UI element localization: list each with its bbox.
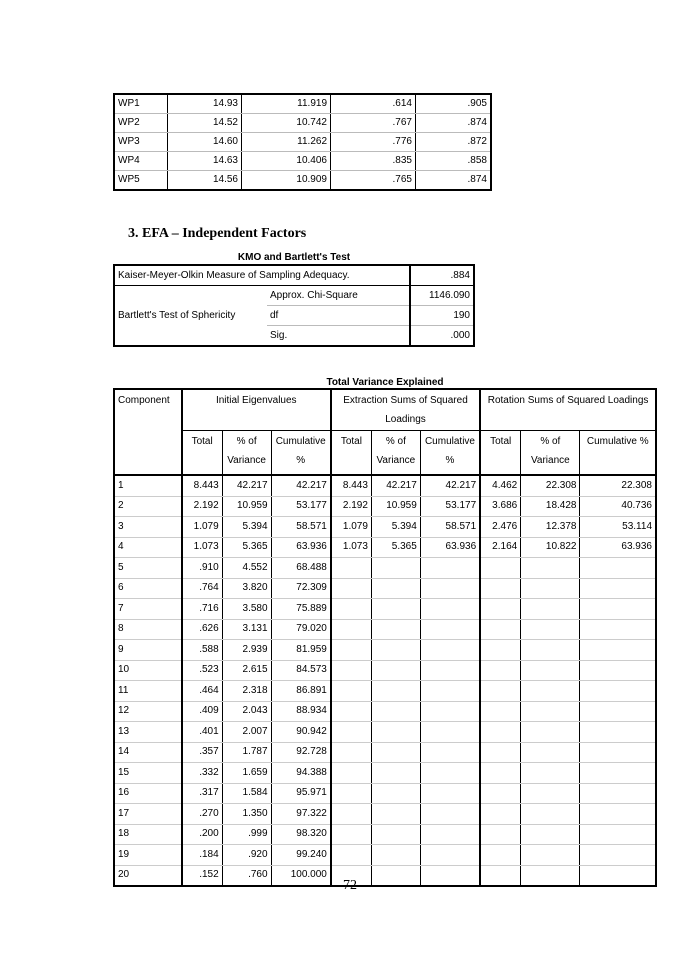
table-cell: 63.936 (271, 537, 331, 558)
table-cell: .835 (331, 152, 416, 171)
table-cell (580, 681, 656, 702)
kmo-label: Kaiser-Meyer-Olkin Measure of Sampling Adequacy. (114, 265, 410, 286)
table-cell: 90.942 (271, 722, 331, 743)
table-cell (420, 660, 480, 681)
table-row (114, 171, 491, 191)
table-cell (580, 742, 656, 763)
table-cell (420, 722, 480, 743)
table-cell: 22.308 (521, 475, 580, 496)
table-cell: .874 (416, 114, 492, 133)
table-cell: 14.93 (168, 94, 242, 114)
table-cell: .401 (182, 722, 223, 743)
table-row (114, 537, 656, 558)
table-cell: .152 (182, 865, 223, 886)
table-cell (331, 701, 372, 722)
table-cell: 10.959 (222, 496, 271, 517)
table-cell: .999 (222, 824, 271, 845)
table-cell: 58.571 (420, 517, 480, 538)
table-cell: 53.177 (271, 496, 331, 517)
table-cell (580, 660, 656, 681)
table-cell: 20 (118, 869, 130, 881)
table-cell (480, 681, 521, 702)
table-cell: 98.320 (271, 824, 331, 845)
table-cell: 3 (114, 517, 182, 538)
table-cell: 10.406 (242, 152, 331, 171)
table-row (114, 94, 491, 114)
table-cell: 17 (114, 804, 182, 825)
table-row (114, 496, 656, 517)
table-cell (331, 660, 372, 681)
bartlett-label: Bartlett's Test of Sphericity (118, 309, 236, 321)
table-row (114, 701, 656, 722)
page-number: 72 (343, 878, 357, 893)
table-cell: 8.443 (331, 475, 372, 496)
extraction-pct-header: % of Variance (371, 431, 420, 476)
extraction-cumulative-header: Cumulative % (420, 431, 480, 476)
table-row (114, 133, 491, 152)
table-cell (331, 722, 372, 743)
table-cell (580, 640, 656, 661)
table-cell (331, 681, 372, 702)
table-cell: 8.443 (182, 475, 223, 496)
table-cell: 42.217 (271, 475, 331, 496)
reliability-table (113, 93, 492, 191)
table-cell (331, 783, 372, 804)
table-cell (480, 660, 521, 681)
table-cell: 58.571 (271, 517, 331, 538)
table-row (114, 558, 656, 579)
rotation-header: Rotation Sums of Squared Loadings (480, 389, 656, 431)
table-cell: 11.919 (242, 94, 331, 114)
section-heading: 3. EFA – Independent Factors (128, 226, 307, 241)
table-cell: WP4 (114, 152, 168, 171)
table-cell (331, 578, 372, 599)
initial-total-header: Total (182, 431, 223, 476)
table-cell (371, 742, 420, 763)
sig-label: Sig. (270, 329, 288, 341)
table-cell (580, 783, 656, 804)
table-row (114, 722, 656, 743)
reliability-table-body (114, 94, 491, 190)
table-cell: 16 (114, 783, 182, 804)
table-cell (521, 640, 580, 661)
component-header: Component (114, 389, 182, 475)
variance-table-title: Total Variance Explained (326, 377, 444, 388)
table-cell: 5.394 (371, 517, 420, 538)
table-cell: 2.164 (480, 537, 521, 558)
table-cell: 3.820 (222, 578, 271, 599)
table-cell (480, 558, 521, 579)
table-cell: 5.365 (371, 537, 420, 558)
table-cell: 1.073 (182, 537, 223, 558)
table-cell: .858 (416, 152, 492, 171)
table-cell (521, 804, 580, 825)
table-cell: 6 (114, 578, 182, 599)
table-cell: 5.365 (222, 537, 271, 558)
table-cell: 14.56 (168, 171, 242, 191)
table-row (114, 640, 656, 661)
table-cell (420, 845, 480, 866)
table-cell: 9 (114, 640, 182, 661)
table-cell: 14.52 (168, 114, 242, 133)
table-cell (331, 619, 372, 640)
table-cell (331, 845, 372, 866)
table-cell: 63.936 (420, 537, 480, 558)
table-cell: .588 (182, 640, 223, 661)
table-cell: .332 (182, 763, 223, 784)
table-cell: 8 (114, 619, 182, 640)
table-cell (420, 599, 480, 620)
table-cell (480, 742, 521, 763)
table-cell (420, 640, 480, 661)
table-cell: 2 (114, 496, 182, 517)
table-cell (420, 701, 480, 722)
table-cell: 14 (114, 742, 182, 763)
table-cell: 99.240 (271, 845, 331, 866)
table-cell: .905 (416, 94, 492, 114)
table-row (114, 599, 656, 620)
table-cell: 1.079 (182, 517, 223, 538)
kmo-value: .884 (410, 265, 474, 286)
table-cell (331, 599, 372, 620)
table-cell: .765 (331, 171, 416, 191)
table-cell (580, 558, 656, 579)
rotation-cumulative-header: Cumulative % (580, 431, 656, 476)
table-row (114, 681, 656, 702)
table-cell (521, 742, 580, 763)
table-cell: .760 (222, 865, 271, 886)
table-cell (521, 599, 580, 620)
table-cell: .920 (222, 845, 271, 866)
table-cell: 84.573 (271, 660, 331, 681)
initial-pct-header: % of Variance (222, 431, 271, 476)
rotation-total-header: Total (480, 431, 521, 476)
table-cell (480, 722, 521, 743)
table-cell: 7 (114, 599, 182, 620)
table-cell (480, 824, 521, 845)
table-cell: 14.60 (168, 133, 242, 152)
table-row (114, 475, 656, 496)
table-cell: 92.728 (271, 742, 331, 763)
table-cell (480, 845, 521, 866)
table-cell: 2.192 (182, 496, 223, 517)
table-cell: 4 (114, 537, 182, 558)
table-cell (331, 640, 372, 661)
table-cell (480, 599, 521, 620)
table-cell (371, 599, 420, 620)
table-cell (420, 558, 480, 579)
table-cell: 1 (114, 475, 182, 496)
table-cell: WP2 (114, 114, 168, 133)
table-cell: 12 (114, 701, 182, 722)
table-cell (371, 640, 420, 661)
table-cell: 10.822 (521, 537, 580, 558)
table-cell: 40.736 (580, 496, 656, 517)
table-cell: 11 (114, 681, 182, 702)
sig-value: .000 (410, 326, 474, 347)
table-cell: 15 (114, 763, 182, 784)
table-cell: .716 (182, 599, 223, 620)
table-cell (480, 578, 521, 599)
initial-cumulative-header: Cumulative % (271, 431, 331, 476)
table-cell: .464 (182, 681, 223, 702)
table-cell: .872 (416, 133, 492, 152)
table-cell: 2.939 (222, 640, 271, 661)
table-cell (371, 763, 420, 784)
kmo-table (113, 264, 475, 347)
table-cell (371, 660, 420, 681)
table-cell (331, 558, 372, 579)
table-cell: 88.934 (271, 701, 331, 722)
table-cell: 100.000 (271, 865, 331, 886)
table-cell: 5.394 (222, 517, 271, 538)
table-cell: 5 (114, 558, 182, 579)
table-cell (521, 824, 580, 845)
df-value: 190 (410, 306, 474, 326)
table-row (114, 783, 656, 804)
table-cell: WP3 (114, 133, 168, 152)
table-cell (521, 783, 580, 804)
table-cell: 63.936 (580, 537, 656, 558)
table-cell (420, 619, 480, 640)
table-cell: .523 (182, 660, 223, 681)
table-cell: 2.318 (222, 681, 271, 702)
table-cell: .776 (331, 133, 416, 152)
table-cell: .767 (331, 114, 416, 133)
table-cell (480, 804, 521, 825)
table-cell: 2.615 (222, 660, 271, 681)
table-cell (521, 558, 580, 579)
table-cell: 42.217 (222, 475, 271, 496)
table-row (114, 742, 656, 763)
table-row (114, 578, 656, 599)
extraction-total-header: Total (331, 431, 372, 476)
table-cell (521, 845, 580, 866)
table-cell: 2.007 (222, 722, 271, 743)
table-cell: 53.114 (580, 517, 656, 538)
rotation-pct-header: % of Variance (521, 431, 580, 476)
table-cell (331, 763, 372, 784)
table-cell (371, 845, 420, 866)
table-cell: 2.043 (222, 701, 271, 722)
table-cell: 3.131 (222, 619, 271, 640)
table-cell (521, 660, 580, 681)
table-row (114, 152, 491, 171)
table-cell (521, 619, 580, 640)
table-cell: 18.428 (521, 496, 580, 517)
table-cell: 75.889 (271, 599, 331, 620)
table-cell (420, 804, 480, 825)
table-cell: 22.308 (580, 475, 656, 496)
chi-square-label: Approx. Chi-Square (267, 286, 410, 306)
table-cell: WP5 (118, 174, 140, 185)
table-cell (420, 783, 480, 804)
table-cell: 11.262 (242, 133, 331, 152)
table-cell: 19 (114, 845, 182, 866)
table-row (114, 804, 656, 825)
table-cell (420, 578, 480, 599)
table-cell: 79.020 (271, 619, 331, 640)
table-row (114, 845, 656, 866)
table-cell: .614 (331, 94, 416, 114)
table-cell (420, 763, 480, 784)
table-cell: .357 (182, 742, 223, 763)
table-cell: 42.217 (420, 475, 480, 496)
table-cell (420, 681, 480, 702)
table-cell (420, 824, 480, 845)
table-cell (371, 722, 420, 743)
table-cell: .626 (182, 619, 223, 640)
table-cell: 10.959 (371, 496, 420, 517)
table-cell: 10 (114, 660, 182, 681)
table-cell (371, 681, 420, 702)
table-cell: 86.891 (271, 681, 331, 702)
table-cell (521, 722, 580, 743)
table-cell: .200 (182, 824, 223, 845)
table-row (114, 660, 656, 681)
table-cell: 1.079 (331, 517, 372, 538)
table-cell: 1.659 (222, 763, 271, 784)
table-cell (480, 640, 521, 661)
table-cell: .874 (416, 171, 492, 191)
table-cell (521, 681, 580, 702)
table-row (114, 824, 656, 845)
table-cell: 1.350 (222, 804, 271, 825)
extraction-header: Extraction Sums of Squared Loadings (331, 389, 480, 431)
table-cell (371, 558, 420, 579)
table-cell (331, 804, 372, 825)
kmo-table-title: KMO and Bartlett's Test (237, 252, 351, 263)
chi-square-value: 1146.090 (410, 286, 474, 306)
table-cell (580, 578, 656, 599)
table-cell: 81.959 (271, 640, 331, 661)
table-cell: 10.742 (242, 114, 331, 133)
table-cell (371, 578, 420, 599)
table-row (114, 763, 656, 784)
table-cell: 1.073 (331, 537, 372, 558)
variance-table (113, 388, 657, 887)
table-cell (480, 763, 521, 784)
table-cell (480, 619, 521, 640)
table-cell: 3.580 (222, 599, 271, 620)
table-cell (371, 783, 420, 804)
table-row (114, 619, 656, 640)
table-cell (371, 701, 420, 722)
table-cell (371, 824, 420, 845)
table-cell: 4.552 (222, 558, 271, 579)
table-cell: .409 (182, 701, 223, 722)
df-label: df (267, 306, 410, 326)
table-cell: 10.909 (242, 171, 331, 191)
table-cell (580, 701, 656, 722)
table-cell: .184 (182, 845, 223, 866)
table-cell (371, 619, 420, 640)
table-cell: 4.462 (480, 475, 521, 496)
table-cell (331, 824, 372, 845)
table-cell (580, 763, 656, 784)
table-cell (331, 742, 372, 763)
table-cell (580, 845, 656, 866)
table-cell: 94.388 (271, 763, 331, 784)
table-cell: .317 (182, 783, 223, 804)
table-cell (580, 824, 656, 845)
table-cell: 2.192 (331, 496, 372, 517)
table-row (114, 114, 491, 133)
table-cell: 68.488 (271, 558, 331, 579)
table-cell: .910 (182, 558, 223, 579)
table-cell (580, 599, 656, 620)
table-row (114, 517, 656, 538)
table-cell: 72.309 (271, 578, 331, 599)
table-cell: WP1 (114, 94, 168, 114)
table-cell (521, 701, 580, 722)
table-cell: .270 (182, 804, 223, 825)
table-cell (371, 804, 420, 825)
table-cell (521, 578, 580, 599)
variance-table-body (114, 475, 656, 886)
table-cell: 14.63 (168, 152, 242, 171)
table-cell (521, 763, 580, 784)
table-cell: 13 (114, 722, 182, 743)
table-cell: 12.378 (521, 517, 580, 538)
table-cell: 3.686 (480, 496, 521, 517)
initial-eigenvalues-header: Initial Eigenvalues (182, 389, 331, 431)
table-cell: 1.584 (222, 783, 271, 804)
table-cell: 42.217 (371, 475, 420, 496)
table-cell: 2.476 (480, 517, 521, 538)
table-cell: 97.322 (271, 804, 331, 825)
table-cell (580, 722, 656, 743)
table-cell (580, 804, 656, 825)
table-cell: 1.787 (222, 742, 271, 763)
table-cell (580, 619, 656, 640)
table-cell (480, 783, 521, 804)
table-cell: .764 (182, 578, 223, 599)
table-cell (420, 742, 480, 763)
table-cell: 18 (114, 824, 182, 845)
table-cell (480, 701, 521, 722)
table-cell: 95.971 (271, 783, 331, 804)
table-cell: 53.177 (420, 496, 480, 517)
